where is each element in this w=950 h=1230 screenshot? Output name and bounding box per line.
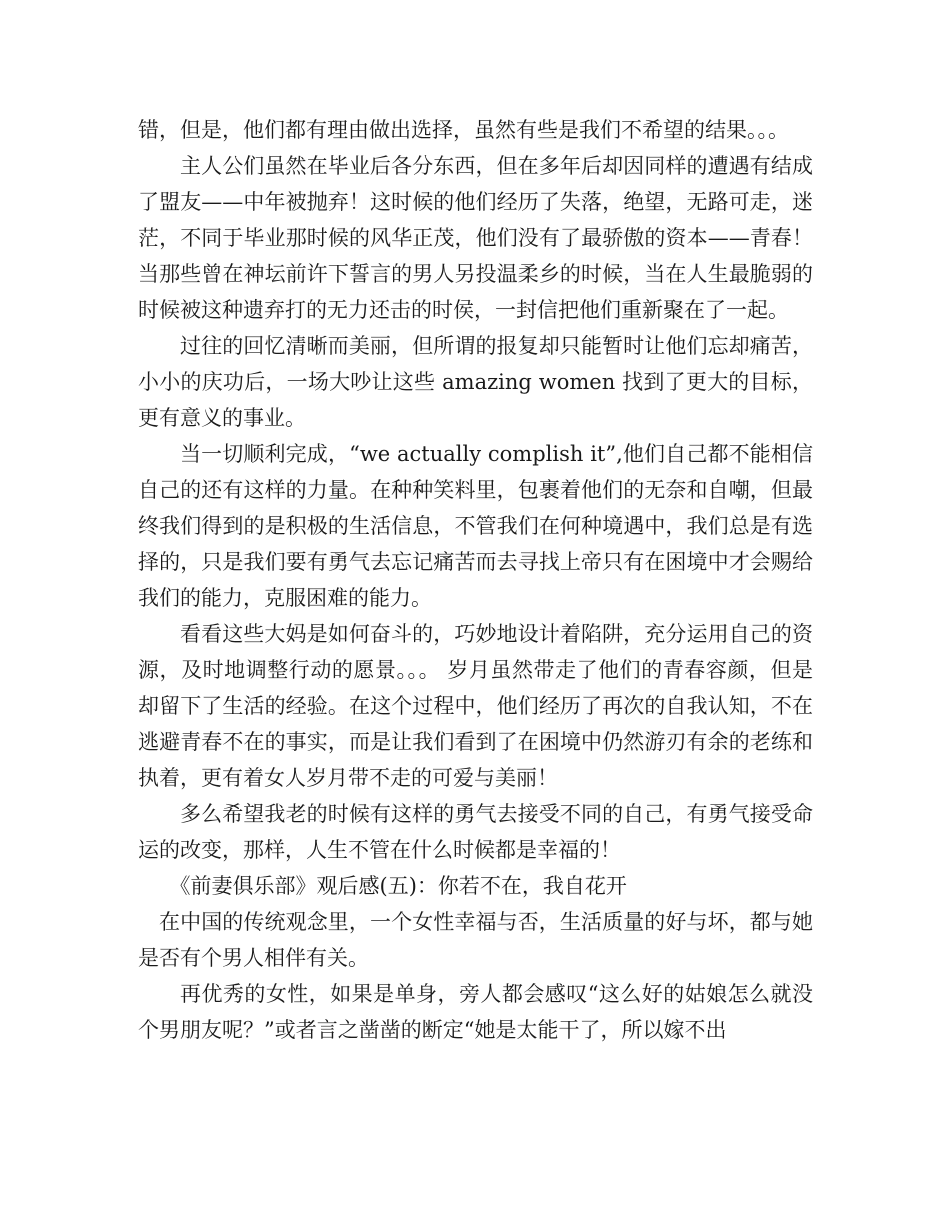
- paragraph: 多么希望我老的时候有这样的勇气去接受不同的自己，有勇气接受命运的改变，那样，人生不管在什么时候都是幸福的！: [138, 802, 813, 862]
- document-page: [138, 112, 813, 1048]
- paragraph: 主人公们虽然在毕业后各分东西，但在多年后却因同样的遭遇有结成了盟友——中年被抛弃！这时候的他们经历了失落，绝望，无路可走，迷茫，不同于毕业那时候的风华正茂，他们没有了最骄傲的资本——青春！当那些曾在神坛前许下誓言的男人另投温柔乡的时候，当在人生最脆弱的时候被这种遗弃打的无力还击的时侯，一封信把他们重新聚在了一起。: [138, 154, 813, 322]
- paragraph: 过往的回忆清晰而美丽，但所谓的报复却只能暂时让他们忘却痛苦，小小的庆功后，一场大吵让这些 amazing women 找到了更大的目标，更有意义的事业。: [138, 334, 813, 430]
- paragraph-continuation: 错，但是，他们都有理由做出选择，虽然有些是我们不希望的结果。。。: [138, 118, 789, 142]
- paragraph: 再优秀的女性，如果是单身，旁人都会感叹“这么好的姑娘怎么就没个男朋友呢？”或者言之凿凿的断定“她是太能干了，所以嫁不出: [138, 982, 813, 1042]
- paragraph: 在中国的传统观念里，一个女性幸福与否，生活质量的好与坏，都与她是否有个男人相伴有关。: [138, 910, 813, 970]
- section-heading: 《前妻俱乐部》观后感(五)：你若不在，我自花开: [169, 874, 627, 898]
- paragraph: 看看这些大妈是如何奋斗的，巧妙地设计着陷阱，充分运用自己的资源，及时地调整行动的愿景。。。 岁月虽然带走了他们的青春容颜，但是却留下了生活的经验。在这个过程中，他们经历了再次的自我认知，不在逃避青春不在的事实，而是让我们看到了在困境中仍然游刃有余的老练和执着，更有着女人岁月带不走的可爱与美丽！: [138, 622, 813, 790]
- paragraph: 当一切顺利完成，“we actually complish it”,他们自己都不能相信自己的还有这样的力量。在种种笑料里，包裹着他们的无奈和自嘲，但最终我们得到的是积极的生活信息，不管我们在何种境遇中，我们总是有选择的，只是我们要有勇气去忘记痛苦而去寻找上帝只有在困境中才会赐给我们的能力，克服困难的能力。: [138, 442, 813, 610]
